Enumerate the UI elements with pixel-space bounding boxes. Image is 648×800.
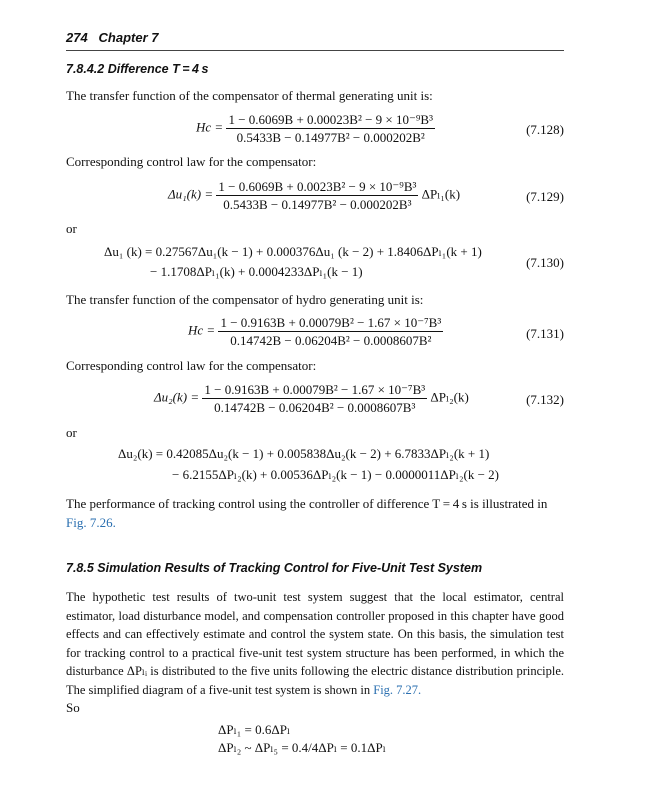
- eq129-numerator: 1 − 0.6069B + 0.0023B² − 9 × 10⁻⁹B³: [218, 179, 417, 194]
- fig-7-26-link[interactable]: Fig. 7.26.: [66, 515, 116, 530]
- eq128-number: (7.128): [526, 122, 564, 137]
- eq132-rhs: ΔPₗ₂(k): [430, 389, 469, 405]
- eq128-denominator: 0.5433B − 0.14977B² − 0.000202B²: [236, 130, 425, 145]
- eq129-denominator: 0.5433B − 0.14977B² − 0.000202B³: [223, 197, 412, 212]
- distribution-eq-line1: ΔPₗ₁ = 0.6ΔPₗ: [218, 722, 291, 737]
- eq132-numerator: 1 − 0.9163B + 0.00079B² − 1.67 × 10⁻⁷B³: [204, 382, 426, 397]
- equation-7-128: [196, 111, 435, 146]
- eq129-rhs: ΔPₗ₁(k): [421, 186, 461, 202]
- eq131-fraction: [218, 314, 443, 349]
- simulation-text: The hypothetic test results of two-unit test system suggest that the local estimator, central estimator, load disturbance model, and compensation controller proposed in this chapter have good effects and can effectively estimate and control the system state. On this basis, the simulation test for tracking control to a practical five-unit test system structure has been performed, in which the disturbance ΔPₗᵢ is distributed to the five units following the electric distance distribution principle. The simplified diagram of a five-unit test system is shown in: [66, 590, 564, 697]
- eq129-lhs: Δu₁(k) =: [168, 186, 214, 202]
- eq129-number: (7.129): [526, 189, 564, 204]
- header-rule: [66, 50, 564, 51]
- performance-text: The performance of tracking control using the controller of difference T = 4 s is illustrated in: [66, 496, 548, 511]
- eq130-line2: − 1.1708ΔPₗ₁(k) + 0.0004233ΔPₗ₁(k − 1): [150, 264, 363, 279]
- eq128-lhs: Hc =: [196, 119, 224, 135]
- eq129-fraction: [216, 178, 418, 213]
- eq128-fraction: [226, 111, 435, 146]
- eq132-lhs: Δu₂(k) =: [154, 389, 200, 405]
- eq133-line2: − 6.2155ΔPₗ₂(k) + 0.00536ΔPₗ₂(k − 1) − 0.0000011ΔPₗ₂(k − 2): [172, 467, 499, 482]
- or-text-2: or: [66, 425, 77, 440]
- hydro-intro: The transfer function of the compensator of hydro generating unit is:: [66, 292, 424, 307]
- eq132-denominator: 0.14742B − 0.06204B² − 0.0008607B³: [214, 400, 416, 415]
- eq130-line1: Δu₁ (k) = 0.27567Δu₁(k − 1) + 0.000376Δu₁ (k − 2) + 1.8406ΔPₗ₁(k + 1): [104, 244, 482, 259]
- eq133-line1: Δu₂(k) = 0.42085Δu₂(k − 1) + 0.005838Δu₂(k − 2) + 6.7833ΔPₗ₂(k + 1): [118, 446, 490, 461]
- thermal-intro: The transfer function of the compensator of thermal generating unit is:: [66, 88, 433, 103]
- or-text-1: or: [66, 221, 77, 236]
- eq128-numerator: 1 − 0.6069B + 0.00023B² − 9 × 10⁻⁹B³: [228, 112, 433, 127]
- fig-7-27-link[interactable]: Fig. 7.27.: [373, 682, 422, 697]
- eq132-fraction: [202, 381, 427, 416]
- eq131-denominator: 0.14742B − 0.06204B² − 0.0008607B²: [230, 333, 432, 348]
- running-header: [66, 30, 159, 45]
- equation-7-132: [154, 381, 469, 416]
- eq131-numerator: 1 − 0.9163B + 0.00079B² − 1.67 × 10⁻⁷B³: [220, 315, 442, 330]
- performance-paragraph: [66, 494, 564, 532]
- eq130-number: (7.130): [526, 255, 564, 270]
- page-number: 274: [66, 30, 88, 45]
- control-law-intro-2: Corresponding control law for the compensator:: [66, 358, 317, 373]
- control-law-intro-1: Corresponding control law for the compensator:: [66, 154, 317, 169]
- section-heading-785: 7.8.5 Simulation Results of Tracking Control for Five-Unit Test System: [66, 561, 483, 575]
- equation-7-129: [168, 178, 460, 213]
- chapter-label: Chapter 7: [98, 30, 159, 45]
- simulation-paragraph: [66, 588, 564, 699]
- so-text: So: [66, 700, 80, 715]
- section-heading-7842: 7.8.4.2 Difference T = 4 s: [66, 62, 209, 76]
- eq131-number: (7.131): [526, 326, 564, 341]
- eq131-lhs: Hc =: [188, 322, 216, 338]
- distribution-eq-line2: ΔPₗ₂ ~ ΔPₗ₅ = 0.4/4ΔPₗ = 0.1ΔPₗ: [218, 740, 386, 755]
- equation-7-131: [188, 314, 443, 349]
- eq132-number: (7.132): [526, 392, 564, 407]
